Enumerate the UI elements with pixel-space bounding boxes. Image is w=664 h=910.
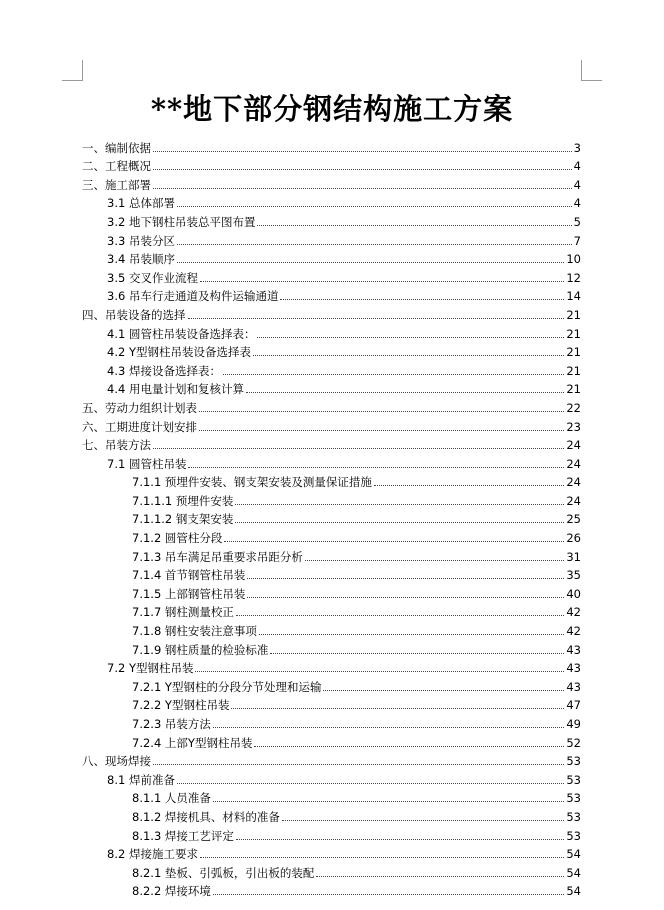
toc-page-number: 52 xyxy=(566,735,581,750)
toc-page-number: 31 xyxy=(566,549,581,564)
toc-page-number: 7 xyxy=(573,233,581,248)
toc-page-number: 40 xyxy=(566,586,581,601)
toc-entry-text: 七、吊装方法 xyxy=(82,438,151,453)
document-title: **地下部分钢结构施工方案 xyxy=(150,92,514,126)
toc-dot-leader xyxy=(200,857,564,858)
toc-entry-text: 7.1.8 钢柱安装注意事项 xyxy=(132,624,257,639)
toc-entry-text: 六、工期进度计划安排 xyxy=(82,419,197,434)
toc-entry-text: 4.4 用电量计划和复核计算 xyxy=(107,382,244,397)
toc-entry-text: 7.1.4 首节钢管柱吊装 xyxy=(132,568,246,583)
toc-entry-text: 3.1 总体部署 xyxy=(107,196,175,211)
toc-entry[interactable] xyxy=(82,639,581,658)
toc-page-number: 21 xyxy=(566,363,581,378)
toc-page-number: 21 xyxy=(566,326,581,341)
toc-dot-leader xyxy=(282,820,564,821)
toc-entry-text: 3.2 地下钢柱吊装总平图布置 xyxy=(107,214,256,229)
toc-entry-text: 3.4 吊装顺序 xyxy=(107,252,175,267)
toc-entry[interactable] xyxy=(82,286,581,305)
toc-page-number: 54 xyxy=(566,884,581,899)
toc-entry-text: 7.2 Y型钢柱吊装 xyxy=(107,661,194,676)
toc-dot-leader xyxy=(235,504,564,505)
toc-entry-text: 7.1.5 上部钢管柱吊装 xyxy=(132,586,246,601)
toc-entry-text: 4.3 焊接设备选择表： xyxy=(107,363,221,378)
toc-entry-text: 7.1.9 钢柱质量的检验标准 xyxy=(132,642,269,657)
toc-entry-text: 7.2.4 上部Y型钢柱吊装 xyxy=(132,735,253,750)
toc-entry[interactable] xyxy=(82,881,581,900)
page-corner-mark-top-right xyxy=(581,60,602,81)
toc-dot-leader xyxy=(236,615,564,616)
toc-page-number: 42 xyxy=(566,624,581,639)
toc-entry[interactable] xyxy=(82,788,581,807)
toc-entry-text: 7.1.2 圆管柱分段 xyxy=(132,531,223,546)
toc-dot-leader xyxy=(213,801,564,802)
toc-entry-text: 3.6 吊车行走通道及构件运输通道 xyxy=(107,289,279,304)
toc-dot-leader xyxy=(257,337,564,338)
toc-entry-text: 7.2.2 Y型钢柱吊装 xyxy=(132,698,230,713)
toc-dot-leader xyxy=(223,374,564,375)
toc-dot-leader xyxy=(254,746,564,747)
toc-dot-leader xyxy=(199,411,564,412)
toc-page-number: 53 xyxy=(566,772,581,787)
toc-entry-text: 8.1.3 焊接工艺评定 xyxy=(132,828,234,843)
toc-entry[interactable] xyxy=(82,546,581,565)
toc-entry-text: 7.1.1 预埋件安装、钢支架安装及测量保证措施 xyxy=(132,475,372,490)
toc-entry[interactable] xyxy=(82,230,581,249)
toc-entry-text: 7.1 圆管柱吊装 xyxy=(107,456,187,471)
toc-entry-text: 3.5 交叉作业流程 xyxy=(107,270,198,285)
toc-page-number: 3 xyxy=(573,140,581,155)
toc-dot-leader xyxy=(257,225,571,226)
toc-entry-text: 五、劳动力组织计划表 xyxy=(82,400,197,415)
toc-dot-leader xyxy=(200,281,564,282)
toc-entry[interactable] xyxy=(82,267,581,286)
toc-dot-leader xyxy=(235,522,564,523)
toc-entry-text: 8.2 焊接施工要求 xyxy=(107,847,198,862)
toc-dot-leader xyxy=(305,560,564,561)
toc-page-number: 26 xyxy=(566,531,581,546)
toc-page-number: 4 xyxy=(573,177,581,192)
toc-dot-leader xyxy=(177,244,572,245)
toc-page-number: 54 xyxy=(566,865,581,880)
toc-page-number: 53 xyxy=(566,791,581,806)
toc-entry-text: 3.3 吊装分区 xyxy=(107,233,175,248)
toc-dot-leader xyxy=(153,188,572,189)
toc-entry-text: 7.2.3 吊装方法 xyxy=(132,717,211,731)
toc-page-number: 22 xyxy=(566,400,581,415)
toc-page-number: 47 xyxy=(566,698,581,713)
toc-page-number: 4 xyxy=(573,196,581,211)
toc-dot-leader xyxy=(153,169,572,170)
toc-entry[interactable] xyxy=(82,825,581,844)
toc-entry[interactable] xyxy=(82,193,581,212)
toc-page-number: 53 xyxy=(566,754,581,769)
toc-page-number: 14 xyxy=(566,289,581,304)
toc-entry[interactable] xyxy=(82,342,581,361)
toc-page-number: 43 xyxy=(566,679,581,694)
toc-dot-leader xyxy=(280,299,564,300)
toc-page-number: 54 xyxy=(566,847,581,862)
toc-entry[interactable] xyxy=(82,397,581,416)
toc-entry[interactable] xyxy=(82,769,581,788)
toc-dot-leader xyxy=(153,448,564,449)
toc-entry[interactable] xyxy=(82,676,581,695)
toc-dot-leader xyxy=(177,262,564,263)
toc-entry-text: 7.1.7 钢柱测量校正 xyxy=(132,605,234,620)
toc-entry[interactable] xyxy=(82,583,581,602)
toc-page-number: 43 xyxy=(566,642,581,657)
toc-entry-text: 八、现场焊接 xyxy=(82,754,151,769)
toc-entry-text: 8.1.2 焊接机具、材料的准备 xyxy=(132,809,280,824)
toc-entry[interactable] xyxy=(82,174,581,193)
toc-entry[interactable] xyxy=(82,156,581,175)
toc-entry[interactable] xyxy=(82,379,581,398)
toc-entry[interactable] xyxy=(82,527,581,546)
toc-entry[interactable] xyxy=(82,453,581,472)
toc-dot-leader xyxy=(213,894,564,895)
toc-entry[interactable] xyxy=(82,862,581,881)
toc-entry[interactable] xyxy=(82,602,581,621)
toc-entry-text: 4.1 圆管柱吊装设备选择表： xyxy=(107,326,256,341)
toc-dot-leader xyxy=(259,634,564,635)
toc-page-number: 43 xyxy=(566,661,581,676)
toc-page-number: 12 xyxy=(566,270,581,285)
toc-dot-leader xyxy=(231,708,564,709)
toc-entry[interactable] xyxy=(82,249,581,268)
toc-dot-leader xyxy=(224,541,564,542)
toc-entry-text: 一、编制依据 xyxy=(82,140,151,155)
toc-entry-text: 4.2 Y型钢柱吊装设备选择表 xyxy=(107,345,251,360)
toc-dot-leader xyxy=(188,318,565,319)
toc-page-number: 24 xyxy=(566,475,581,490)
toc-dot-leader xyxy=(246,392,564,393)
toc-entry-text: 8.2.1 垫板、引弧板，引出板的装配 xyxy=(132,865,315,880)
toc-entry-text: 7.1.1.2 钢支架安装 xyxy=(132,512,234,527)
toc-dot-leader xyxy=(247,578,564,579)
toc-page-number: 53 xyxy=(566,809,581,824)
toc-entry[interactable] xyxy=(82,472,581,491)
toc-entry[interactable] xyxy=(82,211,581,230)
toc-dot-leader xyxy=(236,839,564,840)
toc-entry-text: 8.1.1 人员准备 xyxy=(132,791,211,806)
toc-page-number: 21 xyxy=(566,345,581,360)
toc-entry-text: 7.2.1 Y型钢柱的分段分节处理和运输 xyxy=(132,679,322,694)
toc-entry[interactable] xyxy=(82,323,581,342)
toc-page-number: 21 xyxy=(566,382,581,397)
toc-entry[interactable] xyxy=(82,695,581,714)
toc-dot-leader xyxy=(316,876,564,877)
toc-page-number: 5 xyxy=(573,214,581,229)
toc-entry-text: 8.1 焊前准备 xyxy=(107,772,175,787)
toc-page-number: 4 xyxy=(573,159,581,174)
toc-dot-leader xyxy=(177,206,572,207)
toc-dot-leader xyxy=(199,430,564,431)
toc-entry[interactable] xyxy=(82,732,581,751)
toc-entry-text: 7.1.1.1 预埋件安装 xyxy=(132,493,234,508)
toc-dot-leader xyxy=(177,783,564,784)
toc-entry[interactable] xyxy=(82,713,581,732)
toc-entry[interactable] xyxy=(82,435,581,454)
toc-dot-leader xyxy=(247,597,564,598)
toc-dot-leader xyxy=(374,485,564,486)
toc-page-number: 24 xyxy=(566,438,581,453)
toc-page-number: 53 xyxy=(566,828,581,843)
page-corner-mark-top-left xyxy=(62,60,83,81)
toc-dot-leader xyxy=(323,690,564,691)
toc-entry[interactable] xyxy=(82,620,581,639)
toc-entry[interactable] xyxy=(82,658,581,677)
toc-dot-leader xyxy=(195,671,564,672)
toc-entry[interactable] xyxy=(82,844,581,863)
toc-dot-leader xyxy=(153,151,572,152)
toc-dot-leader xyxy=(153,764,564,765)
toc-entry-text: 7.1.3 吊车满足吊重要求吊距分析 xyxy=(132,549,303,564)
toc-dot-leader xyxy=(253,355,564,356)
toc-entry[interactable] xyxy=(82,137,581,156)
toc-entry-text: 四、吊装设备的选择 xyxy=(82,307,186,322)
toc-page-number: 24 xyxy=(566,456,581,471)
toc-dot-leader xyxy=(188,467,564,468)
toc-entry[interactable] xyxy=(82,509,581,528)
toc-page-number: 42 xyxy=(566,605,581,620)
toc-entry[interactable] xyxy=(82,565,581,584)
toc-page-number: 21 xyxy=(566,307,581,322)
toc-page-number: 23 xyxy=(566,419,581,434)
toc-page-number: 49 xyxy=(566,717,581,731)
toc-page-number: 25 xyxy=(566,512,581,527)
toc-entry[interactable] xyxy=(82,416,581,435)
toc-entry-text: 三、施工部署 xyxy=(82,177,151,192)
toc-entry[interactable] xyxy=(82,751,581,770)
toc-entry-text: 二、工程概况 xyxy=(82,159,151,174)
toc-entry[interactable] xyxy=(82,360,581,379)
toc-entry[interactable] xyxy=(82,806,581,825)
toc-entry[interactable] xyxy=(82,304,581,323)
toc-page-number: 35 xyxy=(566,568,581,583)
toc-dot-leader xyxy=(270,653,564,654)
table-of-contents xyxy=(82,137,581,899)
toc-entry-text: 8.2.2 焊接环境 xyxy=(132,884,211,899)
toc-page-number: 24 xyxy=(566,493,581,508)
toc-page-number: 10 xyxy=(566,252,581,267)
toc-entry[interactable] xyxy=(82,490,581,509)
toc-dot-leader xyxy=(213,727,564,728)
